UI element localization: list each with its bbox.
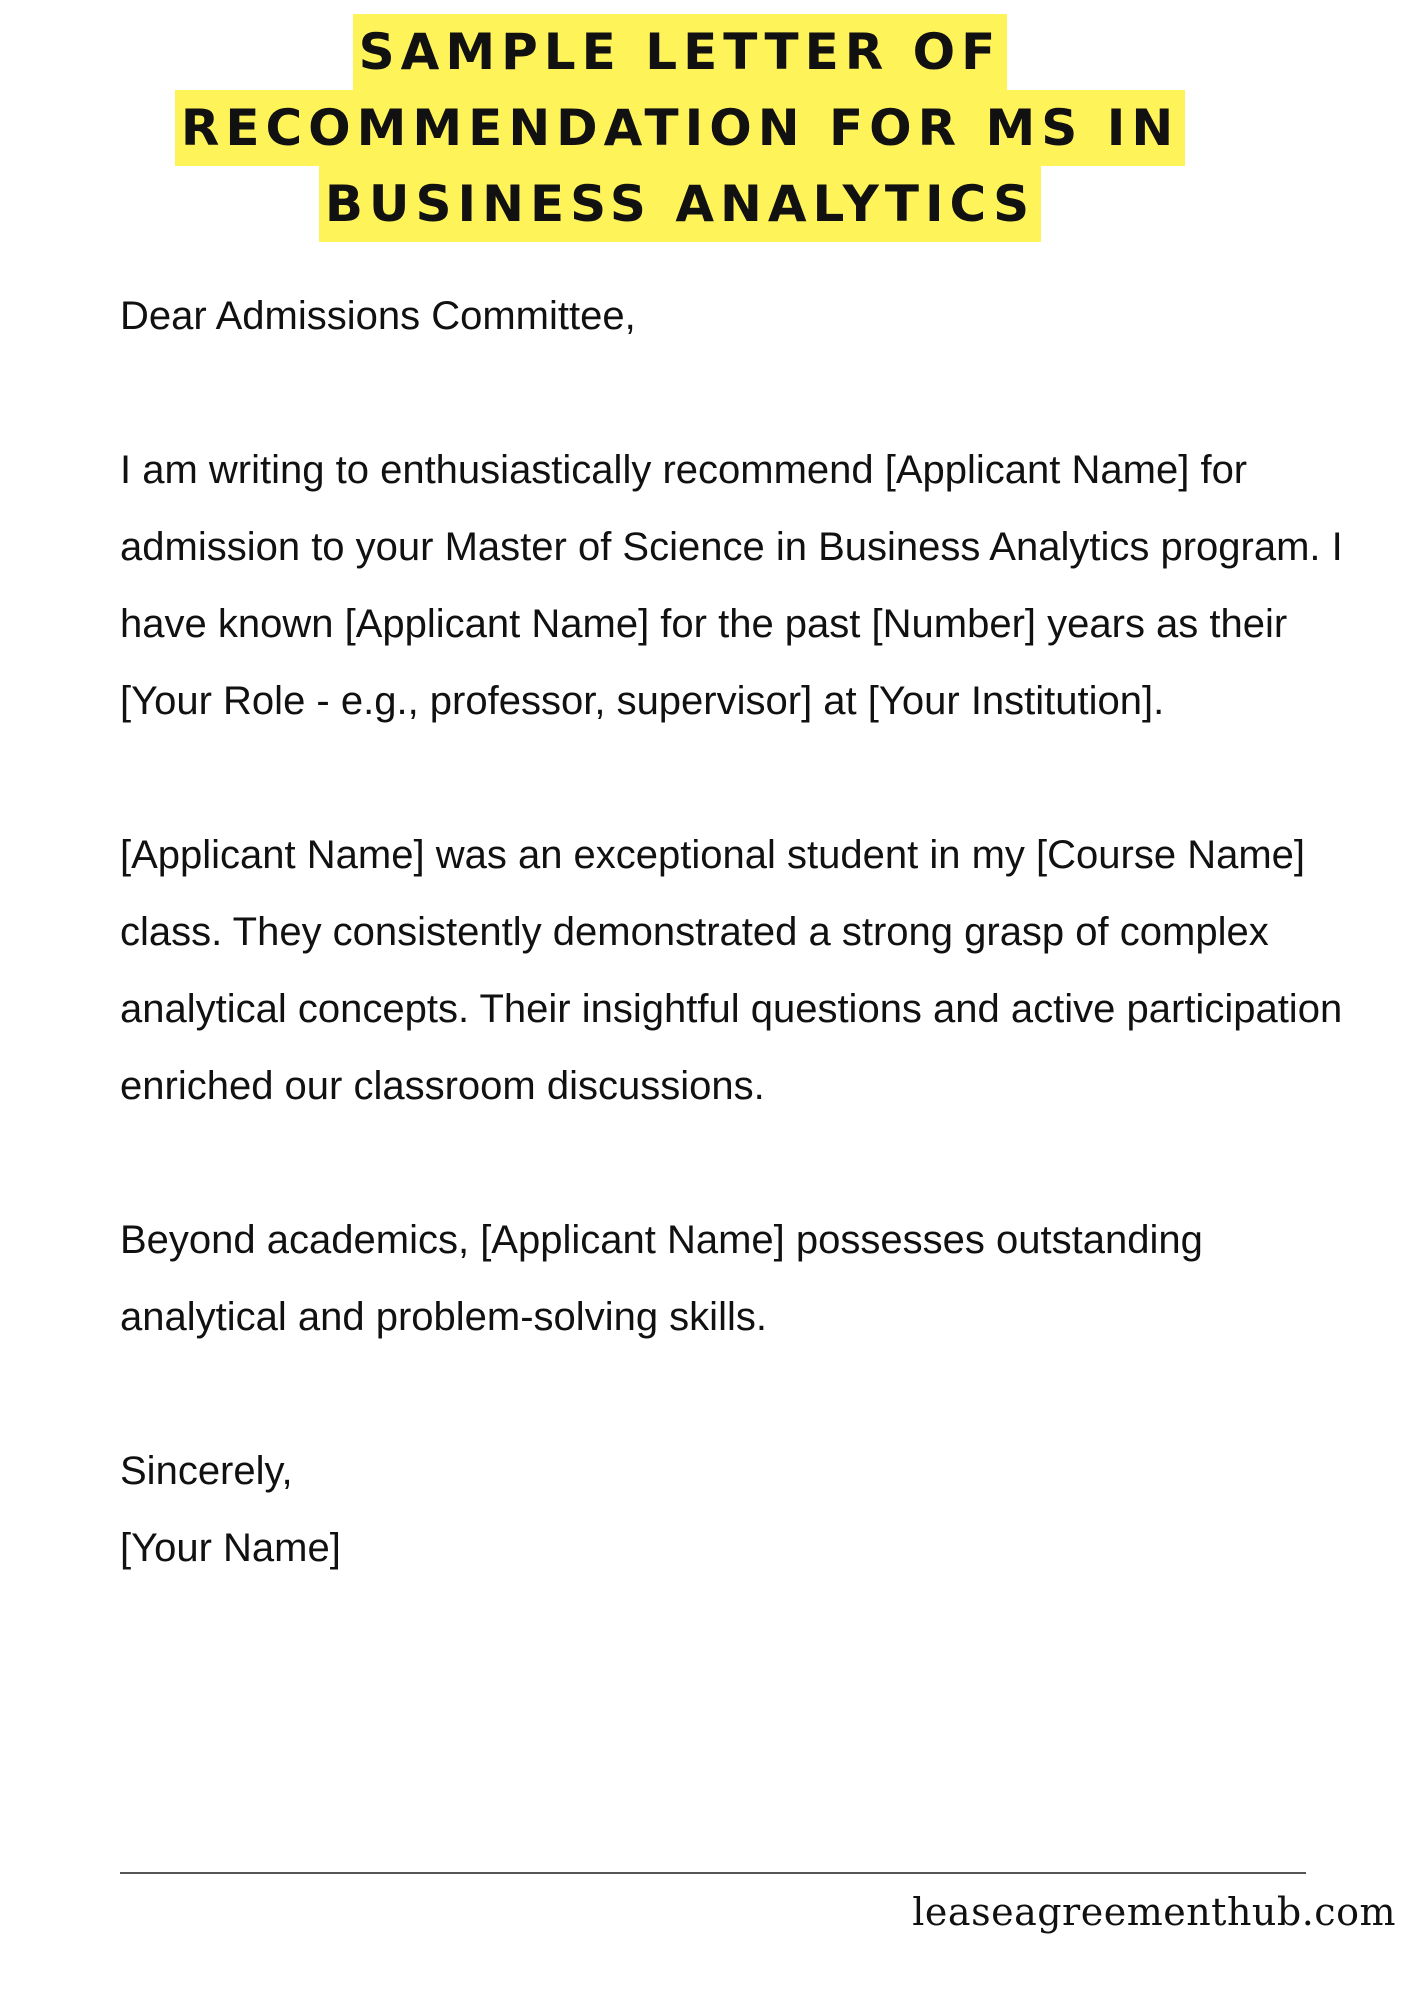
footer-divider	[120, 1872, 1306, 1874]
paragraph-skills: Beyond academics, [Applicant Name] possesses outstanding analytical and problem-solving skills.	[120, 1218, 1203, 1339]
closing: Sincerely,	[120, 1449, 293, 1493]
signature: [Your Name]	[120, 1526, 341, 1570]
title-line-3: BUSINESS ANALYTICS	[319, 166, 1041, 242]
paragraph-introduction: I am writing to enthusiastically recommend [Applicant Name] for admission to your Master of Science in Business Analytics program. I have known [Applicant Name] for the past [Number] years as their [Your Role - e.g., professor, supervisor] at [Your Institution].	[120, 448, 1343, 723]
title-line-1: SAMPLE LETTER OF	[353, 14, 1008, 90]
title-line-2: RECOMMENDATION FOR MS IN	[175, 90, 1185, 166]
page-title	[0, 14, 1360, 242]
paragraph-academics: [Applicant Name] was an exceptional student in my [Course Name] class. They consistently demonstrated a strong grasp of complex analytical concepts. Their insightful questions and active participation enriched our classroom discussions.	[120, 833, 1343, 1108]
letter-body	[120, 278, 1370, 1587]
footer-website: leaseagreementhub.com	[912, 1890, 1396, 1934]
salutation: Dear Admissions Committee,	[120, 294, 636, 338]
